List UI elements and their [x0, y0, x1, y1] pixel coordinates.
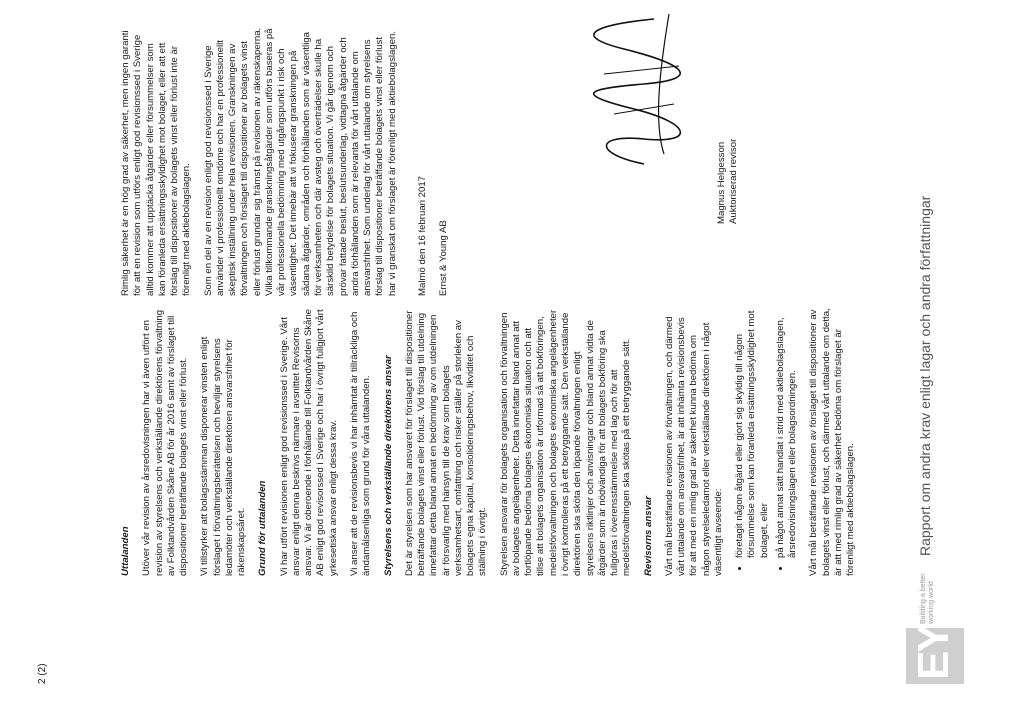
signer-name: Magnus Helgesson [716, 141, 727, 224]
paragraph: Som en del av en revision enligt god revisionssed i Sverige använder vi professionellt omdöme och har en professionellt skeptisk inställning under hela revisionen. Granskningen av förvaltningen och förslaget till dispositioner av bolagets vinst eller förlust grundar sig främst på revisionen av räkenskaperna. Vilka tillkommande granskningsåtgärder som utförs baseras på vår professionella bedömning med utgångspunkt i risk och väsentlighet. Det innebär att vi fokuserar granskningen på sådana åtgärder, områden och förhållanden som är väsentliga för verksamheten och där avsteg och överträdelser skulle ha särskild betydelse för bolagets situation. Vi går igenom och prövar fattade beslut, beslutsunderlag, vidtagna åtgärder och andra förhållanden som är relevanta för vårt uttalande om ansvarsfrihet. Som underlag för vårt uttalande om styrelsens förslag till dispositioner beträffande bolagets vinst eller förlust har vi granskat om förslaget är förenligt med aktiebolagslagen. [202, 27, 398, 296]
bullet-list [734, 308, 799, 576]
logo-tagline: Building a better working world [920, 573, 936, 624]
place-date: Malmö den 16 februari 2017 [416, 176, 428, 296]
paragraph: Vårt mål beträffande revisionen av förvaltningen, och därmed vårt uttalande om ansvarsfrihet, är att inhämta revisionsbevis för att med en rimlig grad av säkerhet kunna bedöma om någon styrelseledamot eller verkställande direktören i något väsentligt avseende: [663, 316, 724, 576]
logo-mark [906, 625, 964, 684]
paragraph: Vi tillstyrker att bolagsstämman disponerar vinsten enligt förslaget i förvaltningsberättelsen och beviljar styrelsens ledamöter och verkställande direktören ansvarsfrihet för räkenskapsåret. [199, 336, 248, 576]
handwritten-signature [574, 4, 714, 184]
signer-title: Auktoriserad revisor [728, 138, 740, 224]
heading-styrelsens-ansvar: Styrelsens och verkställande direktörens ansvar [382, 355, 394, 576]
left-column [120, 308, 867, 576]
paragraph: Styrelsen ansvarar för bolagets organisation och förvaltningen av bolagets angelägenheter. Detta innefattar bland annat att fortlöpande bedöma bolagets ekonomiska situation och att tillse att bolagets organisation är utformad så att bokföringen, medelsförvaltningen och bolagets ekonomiska angelägenheter i övrigt kontrolleras på ett betryggande sätt. Den verkställande direktören ska sköta den löpande förvaltningen enligt styrelsens riktlinjer och anvisningar och bland annat vidta de åtgärder som är nödvändiga för att bolagets bokföring ska fullgöras i överensstämmelse med lag och för att medelsförvaltningen ska skötas på ett betryggande sätt. [498, 309, 633, 576]
page-number: 2 (2) [37, 663, 48, 684]
heading-revisorns-ansvar: Revisorns ansvar [642, 496, 654, 576]
paragraph: Rimlig säkerhet är en hög grad av säkerhet, men ingen garanti för att en revision som utförs enligt god revisionssed i Sverige alltid kommer att upptäcka åtgärder eller försummelser som kan föranleda ersättningsskyldighet mot bolaget, eller att ett förslag till dispositioner av bolagets vinst eller förlust inte är förenligt med aktiebolagslagen. [120, 30, 193, 296]
heading-uttalanden: Uttalanden [120, 526, 131, 576]
paragraph: Vårt mål beträffande revisionen av förslaget till dispositioner av bolagets vinst eller förlust, och därmed vårt uttalande om detta, är att med rimlig grad av säkerhet bedöma om förslaget är förenligt med aktiebolagslagen. [808, 308, 857, 576]
heading-grund: Grund för uttalanden [257, 480, 269, 576]
paragraph: Det är styrelsen som har ansvaret för förslaget till dispositioner beträffande bolagets vinst eller förlust. Vid förslag till utdelning innefattar detta bland annat en bedömning av om utdelningen är försvarlig med hänsyn till de krav som bolagets verksamhetsart, omfattning och risker ställer på storleken av bolagets egna kapital, konsolideringsbehov, likviditet och ställning i övrigt. [403, 310, 489, 576]
signer-block [716, 44, 741, 224]
paragraph: Vi anser att de revisionsbevis vi har inhämtat är tillräckliga och ändamålsenliga som grund för våra uttalanden. [348, 311, 373, 576]
list-item: • på något annat sätt handlat i strid med aktiebolagslagen, årsredovisningslagen eller bolagsordningen. [775, 308, 800, 558]
report-title: Rapport om andra krav enligt lagar och andra författningar [917, 195, 933, 556]
paragraph: Vi har utfört revisionen enligt god revisionssed i Sverige. Vårt ansvar enligt denna beskrivs närmare i avsnittet Revisorns ansvar. Vi är oberoende i förhållande till Folktandvården Skåne AB enligt god revisorssed i Sverige och har i övrigt fullgjort vårt yrkesetiska ansvar enligt dessa krav. [278, 308, 339, 576]
right-column [120, 26, 459, 296]
list-item: • företagit någon åtgärd eller gjort sig skyldig till någon försummelse som kan föranleda ersättningsskyldighet mot bolaget, eller [734, 308, 771, 558]
ey-logo [906, 573, 968, 684]
audit-firm: Ernst & Young AB [438, 220, 450, 296]
paragraph: Utöver vår revision av årsredovisningen har vi även utfört en revision av styrelsens och verkställande direktörens förvaltning av Folktandvården Skåne AB för år 2016 samt av förslaget till dispositioner beträffande bolagets vinst eller förlust. [141, 309, 190, 576]
logo-letters: EY [909, 625, 958, 680]
